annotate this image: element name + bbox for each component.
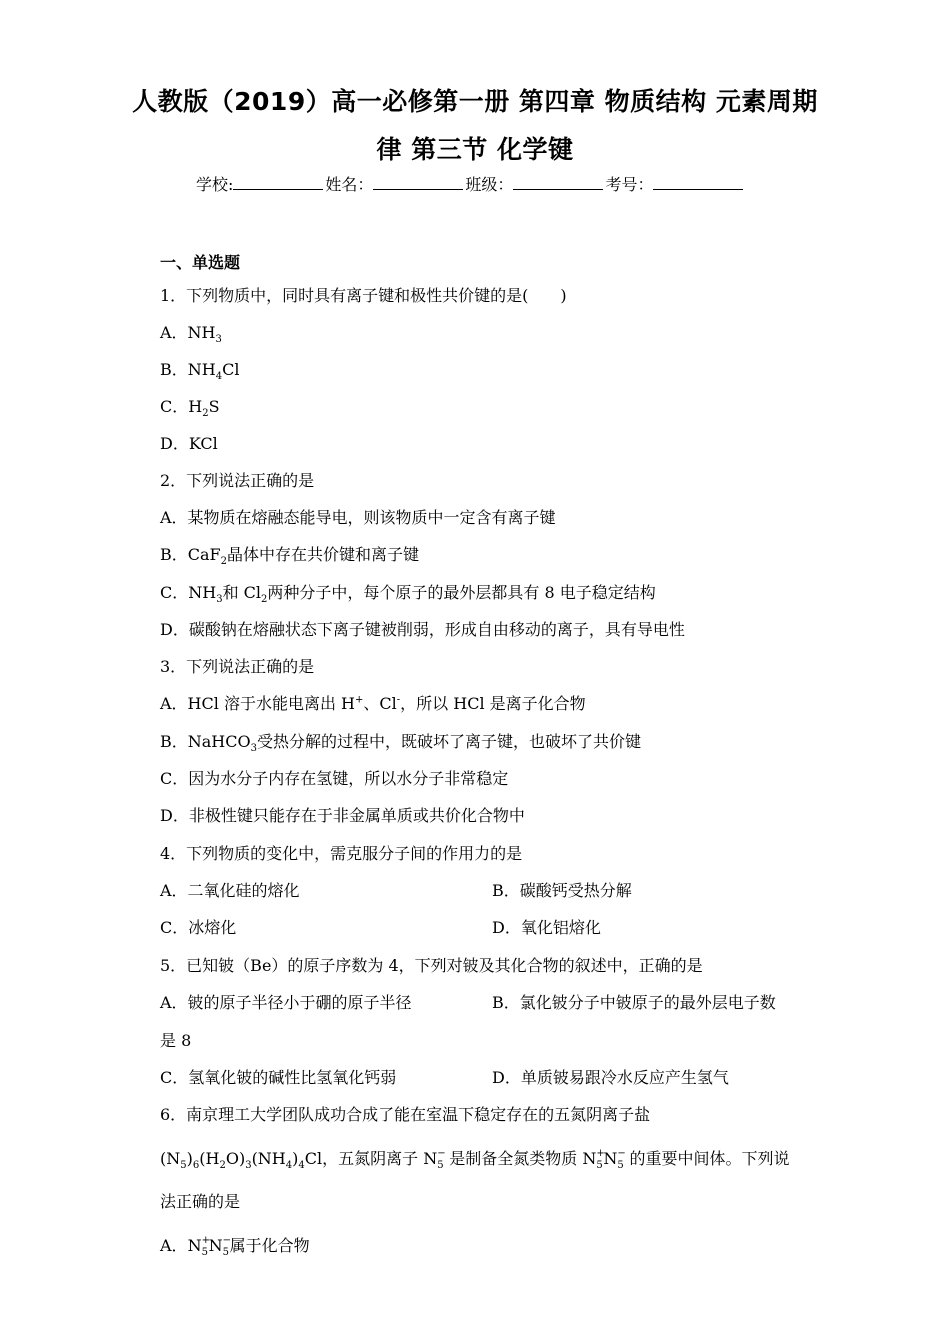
name-label: 姓名： bbox=[325, 175, 374, 194]
q5-option-c: C．氢氧化铍的碱性比氢氧化钙弱 bbox=[160, 1068, 397, 1087]
q3-option-b: B．NaHCO$_3$受热分解的过程中，既破坏了离子键，也破坏了共价键 bbox=[160, 732, 642, 755]
q2-option-c: C．$NH_3$和 $Cl_2$两种分子中，每个原子的最外层都具有 8 电子稳定结构 bbox=[160, 583, 656, 606]
q1-stem: 1．下列物质中，同时具有离子键和极性共价键的是( ) bbox=[160, 286, 567, 305]
n5-cation-script: + 5 bbox=[596, 1148, 605, 1171]
q4-option-a: A．二氧化硅的熔化 bbox=[160, 881, 300, 900]
q3-option-c: C．因为水分子内存在氢键，所以水分子非常稳定 bbox=[160, 769, 509, 788]
exam-no-blank[interactable] bbox=[653, 175, 743, 190]
q6-salt-formula: $(N_5)_6(H_2O)_3(NH_4)_4Cl$ bbox=[160, 1149, 323, 1172]
q4-option-d: D．氧化铝熔化 bbox=[492, 918, 601, 937]
q3-stem: 3．下列说法正确的是 bbox=[160, 657, 315, 676]
name-blank[interactable] bbox=[373, 175, 463, 190]
q1-option-d: D．KCl bbox=[160, 434, 218, 453]
q2-option-b: B．CaF$_2$晶体中存在共价键和离子键 bbox=[160, 545, 420, 568]
q4-stem: 4．下列物质的变化中，需克服分子间的作用力的是 bbox=[160, 844, 523, 863]
doc-title-line1: 人教版（2019）高一必修第一册 第四章 物质结构 元素周期 bbox=[132, 87, 818, 116]
school-label: 学校: bbox=[196, 175, 234, 194]
q5-option-d: D．单质铍易跟冷水反应产生氢气 bbox=[492, 1068, 729, 1087]
class-blank[interactable] bbox=[513, 175, 603, 190]
doc-title-line2: 律 第三节 化学键 bbox=[376, 135, 574, 164]
q4-option-c: C．冰熔化 bbox=[160, 918, 237, 937]
q5-option-a: A．铍的原子半径小于硼的原子半径 bbox=[160, 993, 412, 1012]
q6-stem-continued: 法正确的是 bbox=[160, 1192, 241, 1211]
q4-option-b: B．碳酸钙受热分解 bbox=[492, 881, 632, 900]
section-heading: 一、单选题 bbox=[160, 253, 241, 272]
q1-option-c: C．$H_2S$ bbox=[160, 397, 220, 420]
q2-option-a: A．某物质在熔融态能导电，则该物质中一定含有离子键 bbox=[160, 508, 556, 527]
q3-option-a: A．HCl 溶于水能电离出 H+、Cl-，所以 HCl 是离子化合物 bbox=[160, 694, 586, 713]
school-blank[interactable] bbox=[233, 175, 323, 190]
n5-anion-script: − 5 bbox=[437, 1148, 446, 1171]
student-info-row bbox=[196, 172, 745, 195]
q2-option-d: D．碳酸钠在熔融状态下离子键被削弱，形成自由移动的离子，具有导电性 bbox=[160, 620, 685, 639]
q5-option-b: B．氯化铍分子中铍原子的最外层电子数 bbox=[492, 993, 776, 1012]
q3-option-d: D．非极性键只能存在于非金属单质或共价化合物中 bbox=[160, 806, 525, 825]
q2-stem: 2．下列说法正确的是 bbox=[160, 471, 315, 490]
q1-option-a: A．$NH_3$ bbox=[160, 323, 222, 346]
q5-stem: 5．已知铍（Be）的原子序数为 4，下列对铍及其化合物的叙述中，正确的是 bbox=[160, 956, 703, 975]
n5-anion-script-2: − 5 bbox=[617, 1148, 626, 1171]
q6-stem: 6．南京理工大学团队成功合成了能在室温下稳定存在的五氮阴离子盐 bbox=[160, 1105, 651, 1124]
q1-option-b: B．$NH_4Cl$ bbox=[160, 360, 240, 383]
q5-option-b-continued: 是 8 bbox=[160, 1031, 192, 1050]
exam-no-label: 考号： bbox=[605, 175, 654, 194]
q6-option-a: A．N + 5 N − 5 属于化合物 bbox=[160, 1235, 310, 1258]
q6-formula-line: $(N_5)_6(H_2O)_3(NH_4)_4Cl$，五氮阴离子 N − 5 是制备全氮类物质 N + 5 N − 5 的重要中间体。下列说 bbox=[160, 1148, 790, 1172]
class-label: 班级： bbox=[465, 175, 514, 194]
